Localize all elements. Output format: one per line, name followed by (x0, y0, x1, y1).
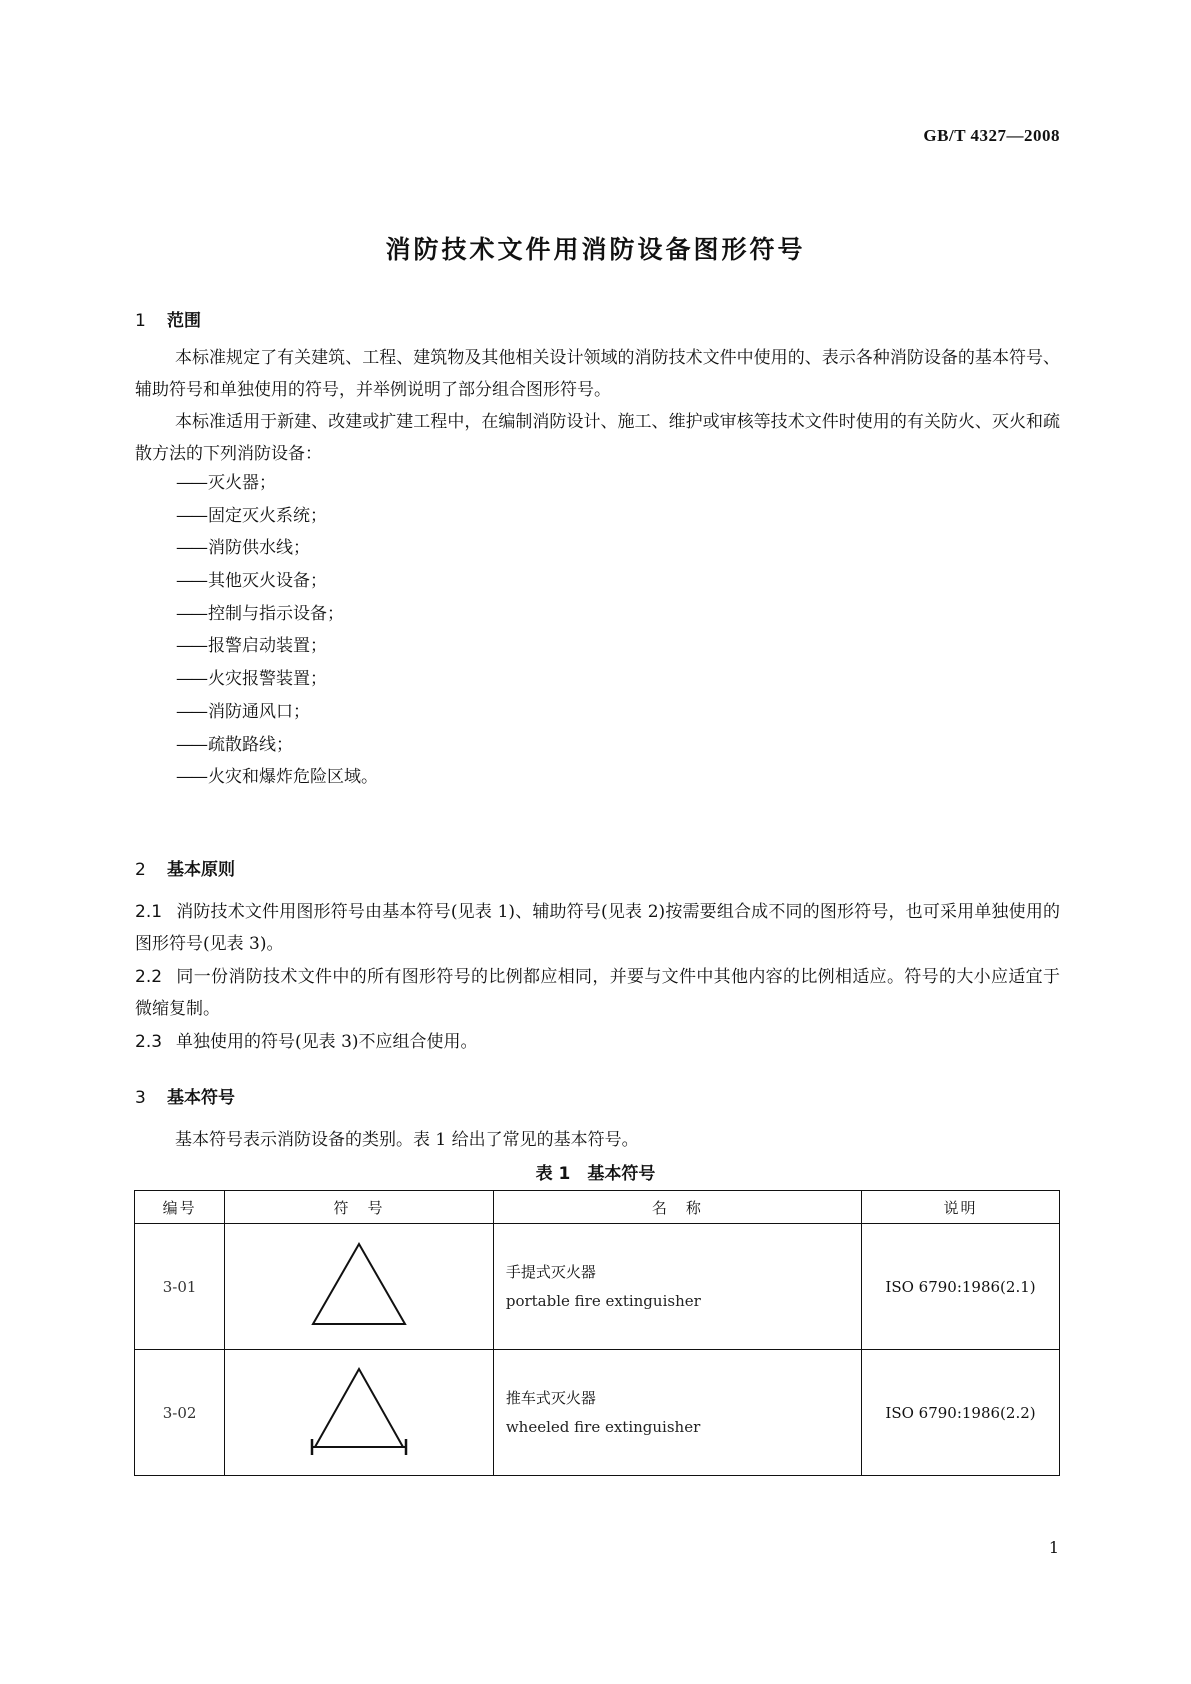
section-1-heading (135, 306, 201, 331)
row-note: ISO 6790:1986(2.2) (862, 1350, 1060, 1476)
name-chinese: 推车式灭火器 (505, 1388, 596, 1407)
table-row (135, 1350, 1060, 1476)
header-note: 说明 (862, 1191, 1060, 1224)
table-caption: 表 1 基本符号 (535, 1164, 656, 1184)
header-symbol: 符 号 (225, 1191, 494, 1224)
list-item: —— 火灾和爆炸危险区域。 (176, 761, 378, 794)
list-item: —— 固定灭火系统； (176, 500, 378, 533)
table-row (135, 1224, 1060, 1350)
name-english: wheeled fire extinguisher (505, 1417, 701, 1436)
clause-number: 2.3 (135, 1032, 163, 1052)
standard-number: GB/T 4327—2008 (923, 126, 1060, 145)
list-item: —— 疏散路线； (176, 729, 378, 762)
section-title: 基本原则 (167, 860, 235, 880)
clause-text: 同一份消防技术文件中的所有图形符号的比例都应相同，并要与文件中其他内容的比例相适应。符号的大小应适宜于微缩复制。 (135, 967, 1060, 1019)
section-title: 范围 (167, 311, 201, 331)
section-3-heading (135, 1083, 235, 1108)
header-name: 名 称 (493, 1191, 861, 1224)
list-item: —— 报警启动装置； (176, 630, 378, 663)
list-item: —— 灭火器； (176, 467, 378, 500)
list-item: —— 消防供水线； (176, 532, 378, 565)
triangle-icon (309, 1240, 409, 1330)
section-3-paragraph: 基本符号表示消防设备的类别。表 1 给出了常见的基本符号。 (175, 1130, 639, 1150)
equipment-list (176, 467, 378, 794)
row-name (493, 1350, 861, 1476)
name-english: portable fire extinguisher (505, 1291, 701, 1310)
row-code: 3-01 (135, 1224, 225, 1350)
row-note: ISO 6790:1986(2.1) (862, 1224, 1060, 1350)
row-name (493, 1224, 861, 1350)
page-number: 1 (1048, 1538, 1059, 1557)
section-title: 基本符号 (167, 1088, 235, 1108)
clause-2-3 (135, 1026, 1060, 1058)
list-item: —— 火灾报警装置； (176, 663, 378, 696)
clause-2-1 (135, 896, 1060, 960)
basic-symbols-table (134, 1190, 1060, 1476)
header-code: 编号 (135, 1191, 225, 1224)
clause-text: 单独使用的符号(见表 3)不应组合使用。 (176, 1032, 478, 1052)
clause-2-2 (135, 961, 1060, 1025)
document-title: 消防技术文件用消防设备图形符号 (385, 235, 806, 264)
scope-paragraph-2: 本标准适用于新建、改建或扩建工程中，在编制消防设计、施工、维护或审核等技术文件时使用的有关防火、灭火和疏散方法的下列消防设备： (135, 412, 1060, 464)
scope-paragraph-1: 本标准规定了有关建筑、工程、建筑物及其他相关设计领域的消防技术文件中使用的、表示各种消防设备的基本符号、辅助符号和单独使用的符号，并举例说明了部分组合图形符号。 (135, 348, 1060, 400)
list-item: —— 消防通风口； (176, 696, 378, 729)
row-symbol (225, 1224, 494, 1350)
list-item: —— 控制与指示设备； (176, 598, 378, 631)
clause-number: 2.1 (135, 902, 163, 922)
row-symbol (225, 1350, 494, 1476)
section-number: 3 (135, 1088, 146, 1108)
section-number: 1 (135, 311, 146, 331)
clause-text: 消防技术文件用图形符号由基本符号(见表 1)、辅助符号(见表 2)按需要组合成不同的图形符号，也可采用单独使用的图形符号(见表 3)。 (135, 902, 1060, 954)
row-code: 3-02 (135, 1350, 225, 1476)
section-number: 2 (135, 860, 146, 880)
clause-number: 2.2 (135, 967, 163, 987)
name-chinese: 手提式灭火器 (505, 1262, 596, 1281)
list-item: —— 其他灭火设备； (176, 565, 378, 598)
wheeled-triangle-icon (309, 1365, 409, 1457)
table-header-row (135, 1191, 1060, 1224)
section-2-heading (135, 855, 235, 880)
